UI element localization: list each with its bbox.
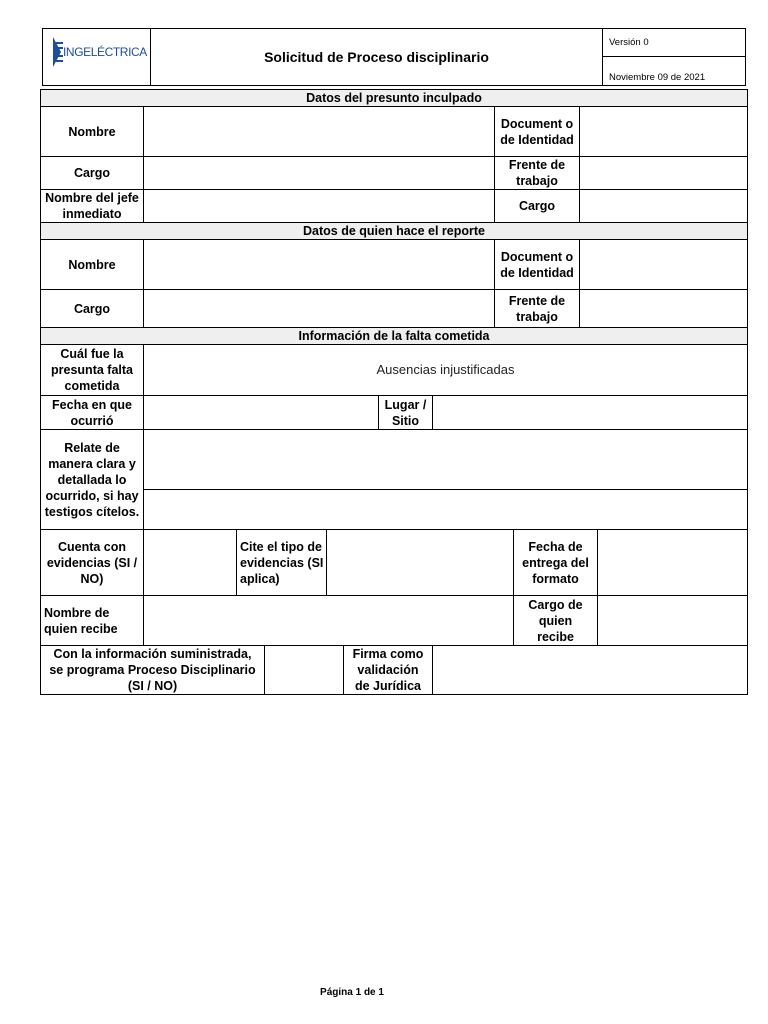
date-label: Noviembre 09 de 2021 [609, 72, 706, 83]
label-frente-reporte: Frente de trabajo [495, 290, 580, 328]
page-title: Solicitud de Proceso disciplinario [264, 49, 489, 65]
field-falta-cometida[interactable]: Ausencias injustificadas [144, 345, 747, 396]
label-lugar: Lugar / Sitio [379, 396, 433, 430]
label-nombre-reporte: Nombre [41, 240, 144, 290]
version-cell [603, 29, 745, 57]
label-fecha-entrega: Fecha de entrega del formato [514, 530, 598, 596]
label-jefe: Nombre del jefe inmediato [41, 190, 144, 223]
label-nombre-recibe: Nombre de quien recibe [41, 596, 144, 646]
label-cargo-reporte: Cargo [41, 290, 144, 328]
label-cargo-recibe: Cargo de quien recibe [514, 596, 598, 646]
label-cuenta-evidencias: Cuenta con evidencias (SI / NO) [41, 530, 144, 596]
field-nombre[interactable] [144, 107, 495, 157]
field-cargo-jefe[interactable] [580, 190, 747, 223]
field-fecha-ocurrio[interactable] [144, 396, 379, 430]
field-nombre-recibe[interactable] [144, 596, 514, 646]
field-fecha-entrega[interactable] [598, 530, 747, 596]
page-number: Página 1 de 1 [320, 987, 384, 998]
field-relate-2[interactable] [144, 490, 747, 530]
field-documento[interactable] [580, 107, 747, 157]
field-programa[interactable] [265, 646, 344, 694]
field-cargo-reporte[interactable] [144, 290, 495, 328]
document-header [42, 28, 746, 86]
field-cargo-recibe[interactable] [598, 596, 747, 646]
page-footer [0, 987, 704, 998]
field-documento-reporte[interactable] [580, 240, 747, 290]
label-cargo: Cargo [41, 157, 144, 190]
label-tipo-evidencias: Cite el tipo de evidencias (SI aplica) [237, 530, 327, 596]
field-firma[interactable] [433, 646, 747, 694]
version-label: Versión 0 [609, 37, 649, 48]
label-frente: Frente de trabajo [495, 157, 580, 190]
section-reporte: Datos de quien hace el reporte [41, 223, 747, 240]
label-documento: Document o de Identidad [495, 107, 580, 157]
field-nombre-reporte[interactable] [144, 240, 495, 290]
title-cell [151, 29, 603, 85]
label-fecha-ocurrio: Fecha en que ocurrió [41, 396, 144, 430]
label-documento-reporte: Document o de Identidad [495, 240, 580, 290]
label-cual-falta: Cuál fue la presunta falta cometida [41, 345, 144, 396]
field-tipo-evidencias[interactable] [327, 530, 514, 596]
field-jefe[interactable] [144, 190, 495, 223]
label-nombre: Nombre [41, 107, 144, 157]
field-cargo[interactable] [144, 157, 495, 190]
label-programa: Con la información suministrada, se programa Proceso Disciplinario (SI / NO) [41, 646, 265, 694]
field-cuenta-evidencias[interactable] [144, 530, 237, 596]
section-inculpado: Datos del presunto inculpado [41, 90, 747, 107]
label-firma: Firma como validación de Jurídica [344, 646, 433, 694]
company-name: INGELÉCTRICA [63, 45, 147, 59]
label-cargo-jefe: Cargo [495, 190, 580, 223]
field-lugar[interactable] [433, 396, 747, 430]
form-table [40, 89, 748, 695]
field-frente[interactable] [580, 157, 747, 190]
section-falta: Información de la falta cometida [41, 328, 747, 345]
field-relate-1[interactable] [144, 430, 747, 490]
company-logo [51, 33, 147, 71]
date-cell [603, 57, 745, 85]
label-relate: Relate de manera clara y detallada lo ocurrido, si hay testigos cítelos. [41, 430, 144, 530]
field-frente-reporte[interactable] [580, 290, 747, 328]
